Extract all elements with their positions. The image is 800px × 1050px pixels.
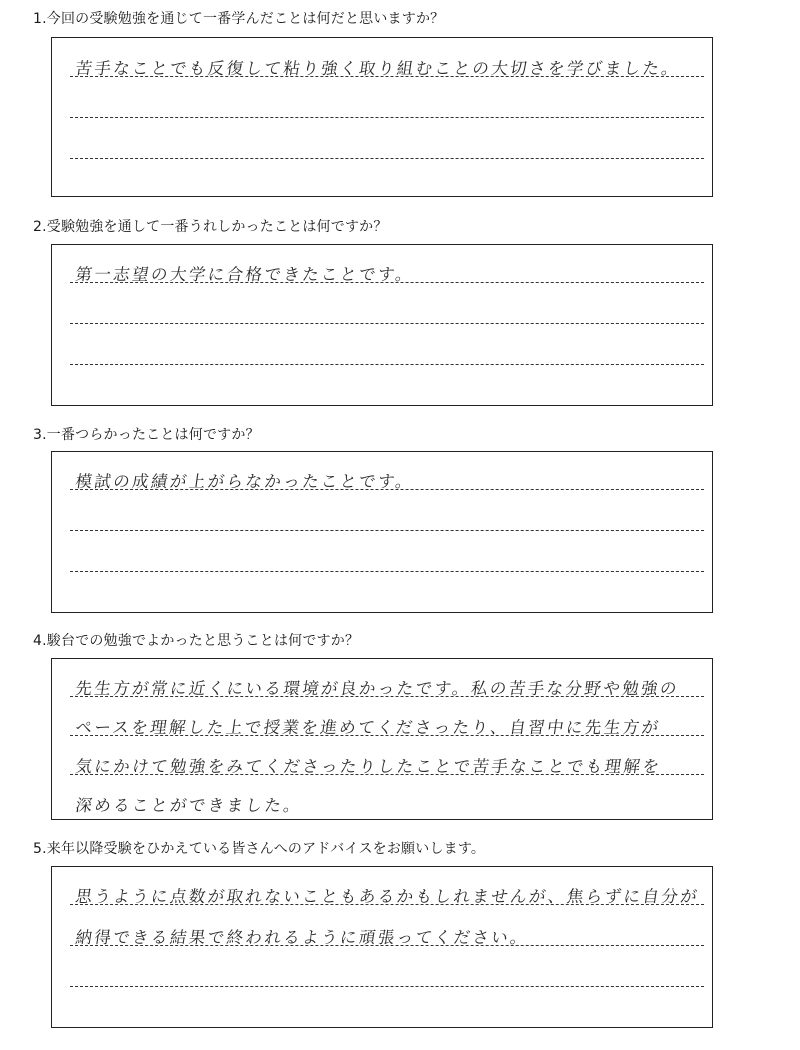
- answer-5-line-2: 納得できる結果で終われるように頑張ってください。: [74, 928, 531, 947]
- answer-5-rule-2: [70, 945, 704, 946]
- answer-box-3: [51, 451, 713, 613]
- answer-4-rule-2: [70, 735, 704, 736]
- question-1-label: 1.今回の受験勉強を通じて一番学んだことは何だと思いますか？: [33, 11, 445, 27]
- answer-3-line-1: 模試の成績が上がらなかったことです。: [74, 472, 416, 491]
- answer-5-rule-1: [70, 904, 704, 905]
- answer-4-line-4: 深めることができました。: [74, 796, 304, 815]
- answer-4-line-2: ペースを理解した上で授業を進めてくださったり、自習中に先生方が: [74, 718, 662, 737]
- answer-box-1: [51, 37, 713, 197]
- answer-1-rule-1: [70, 76, 704, 77]
- answer-box-4: [51, 658, 713, 820]
- answer-2-rule-1: [70, 282, 704, 283]
- answer-4-rule-3: [70, 774, 704, 775]
- answer-1-rule-2: [70, 117, 704, 118]
- answer-3-rule-3: [70, 571, 704, 572]
- answer-2-line-1: 第一志望の大学に合格できたことです。: [74, 265, 416, 284]
- answer-4-line-3: 気にかけて勉強をみてくださったりしたことで苦手なことでも理解を: [74, 757, 663, 776]
- answer-box-2: [51, 244, 713, 406]
- answer-2-rule-2: [70, 323, 704, 324]
- answer-2-rule-3: [70, 364, 704, 365]
- answer-box-5: [51, 866, 713, 1028]
- answer-4-line-1: 先生方が常に近くにいる環境が良かったです。私の苦手な分野や勉強の: [74, 679, 681, 698]
- answer-5-line-1: 思うように点数が取れないこともあるかもしれませんが、焦らずに自分が: [74, 887, 701, 906]
- answer-1-line-1: 苦手なことでも反復して粘り強く取り組むことの大切さを学びました。: [74, 59, 682, 78]
- answer-3-rule-1: [70, 489, 704, 490]
- answer-4-rule-1: [70, 696, 704, 697]
- question-5-label: 5.来年以降受験をひかえている皆さんへのアドバイスをお願いします。: [33, 841, 486, 857]
- answer-1-rule-3: [70, 158, 704, 159]
- question-3-label: 3.一番つらかったことは何ですか？: [33, 427, 260, 443]
- answer-5-rule-3: [70, 986, 704, 987]
- question-4-label: 4.駿台での勉強でよかったと思うことは何ですか？: [33, 633, 360, 649]
- answer-3-rule-2: [70, 530, 704, 531]
- question-2-label: 2.受験勉強を通して一番うれしかったことは何ですか？: [33, 219, 388, 235]
